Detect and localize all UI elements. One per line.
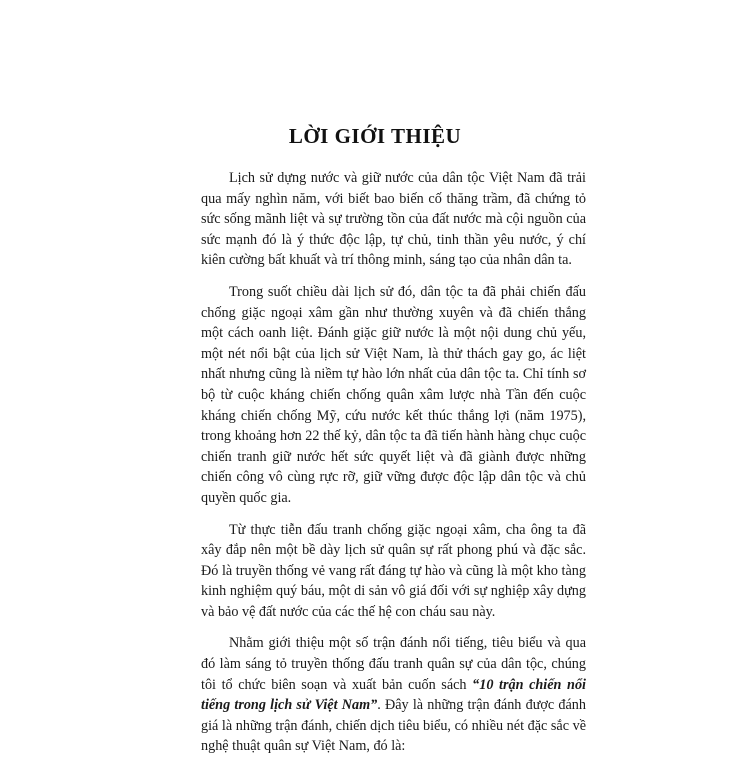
paragraph-3: Từ thực tiễn đấu tranh chống giặc ngoại xâm, cha ông ta đã xây đắp nên một bề dày lịch sử quân sự rất phong phú và đặc sắc. Đó là truyền thống vẻ vang rất đáng tự hào và cũng là một kho tàng kinh nghiệm quý báu, một di sản vô giá đối với sự nghiệp xây dựng và bảo vệ đất nước của các thế hệ con cháu sau này. [201,521,586,620]
paragraph-4-rest: . Đây là những trận đánh được đánh giá là những trận đánh, chiến dịch tiêu biểu, có nhiều nét đặc sắc về nghệ thuật quân sự Việt Nam, đó là: [201,697,586,755]
page-title: LỜI GIỚI THIỆU [288,124,462,148]
paragraph-2: Trong suốt chiều dài lịch sử đó, dân tộc ta đã phải chiến đấu chống giặc ngoại xâm gần như thường xuyên và đã chiến thắng một cách oanh liệt. Đánh giặc giữ nước là một nội dung chủ yếu, một nét nổi bật của lịch sử Việt Nam, là thử thách gay go, ác liệt nhất nhưng cũng là niềm tự hào lớn nhất của dân tộc ta. Chỉ tính sơ bộ từ cuộc kháng chiến chống quân xâm lược nhà Tần đến cuộc kháng chiến chống Mỹ, cứu nước kết thúc thắng lợi (năm 1975), trong khoảng hơn 22 thế kỷ, dân tộc ta đã tiến hành hàng chục cuộc chiến tranh giữ nước hết sức quyết liệt và đã giành được những chiến công vô cùng rực rỡ, giữ vững được độc lập dân tộc và chủ quyền quốc gia. [201,283,586,506]
paragraph-4-intro: Nhằm giới thiệu một số trận đánh nổi tiếng, tiêu biểu và qua đó làm sáng tỏ truyền thống đấu tranh quân sự của dân tộc, chúng tôi tổ chức biên soạn và xuất bản cuốn sách [201,635,586,693]
paragraph-1: Lịch sử dựng nước và giữ nước của dân tộc Việt Nam đã trải qua mấy nghìn năm, với biết bao biến cố thăng trầm, đã chứng tỏ sức sống mãnh liệt và sự trường tồn của đất nước mà cội nguồn của sức mạnh đó là ý thức độc lập, tự chủ, tinh thần yêu nước, ý chí kiên cường bất khuất và trí thông minh, sáng tạo của nhân dân ta. [201,170,586,269]
paragraph-4 [201,633,586,757]
book-title: “10 trận chiến nổi tiếng trong lịch sử Việt Nam” [201,676,586,714]
body-text [201,168,586,768]
